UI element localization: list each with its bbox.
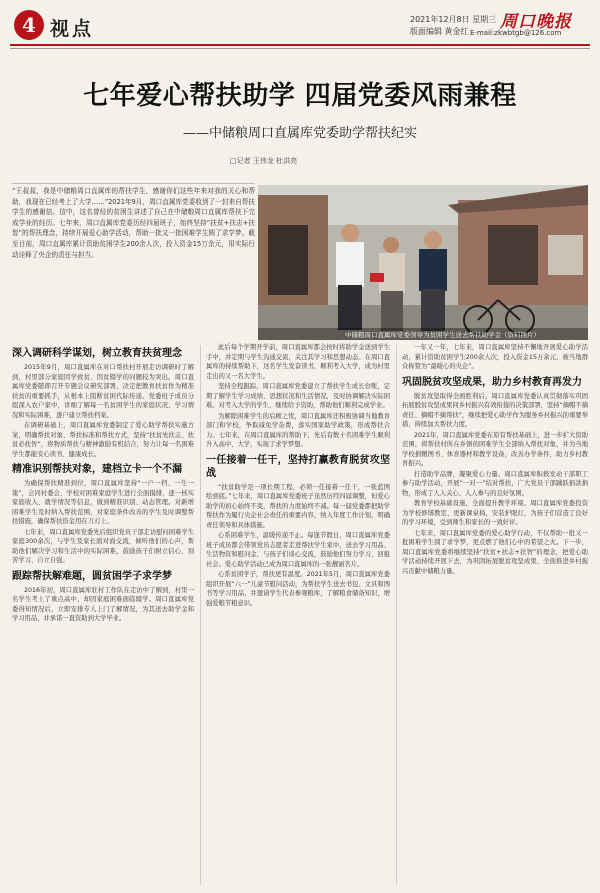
paragraph: 2021年，周口直属库党委在原有帮扶基础上，进一步扩大资助范围，将帮扶村所在乡镇的困难学生全部纳入帮扶对象，并为当地学校捐赠图书、体育器材和教学设备，改善办学条件，助力乡村教育振兴。 — [402, 431, 588, 467]
header-rule — [10, 44, 590, 46]
subheading: 一任接着一任干，坚持打赢教育脱贫攻坚战 — [206, 454, 390, 479]
paragraph: 在调研基础上，周口直属库党委制定了爱心助学帮扶实施方案，明确帮扶对象、帮扶标准和帮扶方式，坚持“扶贫先扶志、扶贫必扶智”，将物质帮扶与精神激励有机结合，努力让每一名困难学生都能安心读书、健康成长。 — [12, 422, 194, 458]
article-photo — [258, 185, 588, 340]
paragraph: 心系困难学生，温暖传递不止。每逢节假日，周口直属库党委班子成员都会带领党员志愿者走进帮扶学生家中，送去学习用品、生活物资和慰问金，与孩子们谈心交流，鼓励他们努力学习、回报社会。爱心助学活动已成为周口直属库的一张靓丽名片。 — [206, 532, 390, 568]
article-subheadline: ——中储粮周口直属库党委助学帮扶纪实 — [182, 126, 417, 141]
paragraph: 七年来，周口直属库党委先后组织党员干部走访慰问困难学生家庭300余次，与学生及家长面对面交流，倾听他们的心声，帮助他们解决学习和生活中的实际困难，鼓励孩子们树立信心、刻苦学习、自立自强。 — [12, 528, 194, 564]
paragraph: 一年又一年，七年来，周口直属库坚持不懈地开展爱心助学活动，累计资助贫困学生200余人次，投入资金15万余元，被当地群众称赞为“最暖心的央企”。 — [402, 344, 588, 370]
article-column-3 — [402, 343, 588, 891]
newspaper-logo: 周口晚报 — [500, 12, 572, 32]
paragraph: 打造助学品牌，凝聚爱心力量。周口直属库积极发动干部职工参与助学活动，开展“一对一”结对帮扶，广大党员干部踊跃捐款捐物，形成了人人关心、人人参与的良好氛围。 — [402, 470, 588, 497]
paragraph: 七年来，周口直属库党委的爱心助学行动，不仅帮助一批又一批困难学生圆了求学梦，更点燃了他们心中的希望之火。下一步，周口直属库党委将继续坚持“扶贫+扶志+扶智”的理念，把爱心助学活动持续开展下去，为巩固拓展脱贫攻坚成果、全面推进乡村振兴贡献中储粮力量。 — [402, 529, 588, 575]
paragraph: 2015年9月，周口直属库在对口帮扶村开展走访调研时了解到，村里部分家庭因学致贫、因贫辍学的问题较为突出。周口直属库党委随即召开专题会议研究部署，决定把教育扶贫作为精准扶贫的重要抓手，从根本上阻断贫困代际传递。党委班子成员分组深入农户家中，详细了解每一名贫困学生的家庭状况、学习情况和实际困难，逐户建立帮扶档案。 — [12, 364, 194, 419]
subheading: 精准识别帮扶对象，建档立卡一个不漏 — [12, 464, 182, 475]
subheading: 跟踪帮扶解难题，圆贫困学子求学梦 — [12, 570, 172, 582]
subheading: 深入调研科学谋划，树立教育扶贫理念 — [12, 348, 182, 359]
article-headline: 七年爱心帮扶助学 四届党委风雨兼程 — [83, 81, 517, 111]
photo-illustration — [258, 185, 588, 340]
header-rule-thin — [10, 48, 590, 49]
page-number-badge: 4 — [14, 10, 44, 40]
article-byline: □记者 王伟龙 杜洪亮 — [230, 157, 298, 165]
paragraph: 坚持全程跟踪，周口直属库党委建立了帮扶学生成长台账，定期了解学生学习成绩、思想状况和生活情况，及时协调解决实际困难。对考入大学的学生，继续给予资助，帮助他们顺利完成学业。 — [206, 383, 390, 409]
article-column-2 — [206, 343, 390, 891]
paragraph: 为解除困难学生的后顾之忧，周口直属库还积极协调当地教育部门和学校，争取减免学杂费，落实国家助学政策，形成帮扶合力。七年来，在周口直属库的帮助下，先后有数十名困难学生顺利升入高中、大学，实现了求学梦想。 — [206, 412, 390, 448]
photo-caption: 中储粮周口直属库党委领导为贫困学生送去帮扶助学金（资料图片） — [345, 331, 540, 339]
paragraph: 心系贫困学子，帮扶更有温度。2021年5月，周口直属库党委组织开展“六一”儿童节慰问活动，为帮扶学生送去书包、文具和图书等学习用品，并邀请学生代表参观粮库，了解粮食储备知识，增强爱粮节粮意识。 — [206, 571, 390, 607]
column-divider — [396, 345, 397, 885]
paragraph: 2016年初，周口直属库驻村工作队在走访中了解到，村里一名学生考上了重点高中，却因家庭困难面临辍学。周口直属库党委得知情况后，立即安排专人上门了解情况，为其送去助学金和学习用品，并承诺一直资助到大学毕业。 — [12, 586, 194, 622]
column-divider — [200, 345, 201, 885]
contact-email: E-mail:zkwbtgb@126.com — [470, 29, 562, 37]
article-column-1 — [12, 343, 194, 891]
article-intro: “王叔叔，我是中储粮周口直属库的帮扶学生，感谢你们这些年来对我的关心和帮助，我现在已经考上了大学……”2021年9月，周口直属库党委收到了一封来自帮扶学生的感谢信。信中，这名曾经的贫困生讲述了自己在中储粮周口直属库帮扶下完成学业的经历。七年来，周口直属库党委历经四届班子，始终坚持“扶贫+扶志+扶智”的帮扶理念，持续开展爱心助学活动，帮助一批又一批困难学生圆了求学梦。截至目前，周口直属库累计资助贫困学生200余人次，投入资金15万余元，用实际行动诠释了央企的责任与担当。 — [12, 183, 255, 338]
page-editor: 版面编辑 黄金红 — [410, 27, 469, 36]
paragraph: 为确保帮扶精准到位，周口直属库坚持“一户一档、一生一策”，会同村委会、学校对困难家庭学生进行全面摸排，逐一核实家庭收入、就学情况等信息，做到精准识别、动态管理。对新增困难学生及时纳入帮扶范围，对家庭条件改善的学生及时调整帮扶措施，确保帮扶资金用在刀刃上。 — [12, 480, 194, 525]
paragraph: 教育学校基础设施，全面提升教学环境。周口直属库党委投资为学校修缮教室、更新课桌椅，安装护眼灯，为孩子们营造了良好的学习环境，受到师生和家长的一致好评。 — [402, 500, 588, 526]
paragraph: “扶贫助学是一项长期工程，必须一任接着一任干，一张蓝图绘到底。”七年来，周口直属库党委班子虽然历经四届调整，但爱心助学的初心始终不变，帮扶的力度始终不减。每一届党委都把助学帮扶作为履行央企社会责任的重要内容，纳入年度工作计划，明确责任领导和具体措施。 — [206, 483, 390, 529]
section-title: 视点 — [50, 18, 95, 40]
subheading: 巩固脱贫攻坚成果，助力乡村教育再发力 — [402, 376, 582, 388]
paragraph: 此后每个学期开学前，周口直属库都会按时将助学金送到学生手中，并定期与学生沟通交流，关注其学习和思想动态。在周口直属库的持续帮助下，这名学生发奋读书，顺利考入大学，成为村里走出的又一名大学生。 — [206, 344, 390, 380]
issue-date: 2021年12月8日 星期三 — [410, 15, 497, 24]
paragraph: 脱贫攻坚取得全面胜利后，周口直属库党委认真贯彻落实巩固拓展脱贫攻坚成果同乡村振兴有效衔接的决策部署，坚持“摘帽不摘责任、摘帽不摘帮扶”，继续把爱心助学作为服务乡村振兴的重要举措，持续加大帮扶力度。 — [402, 392, 588, 428]
